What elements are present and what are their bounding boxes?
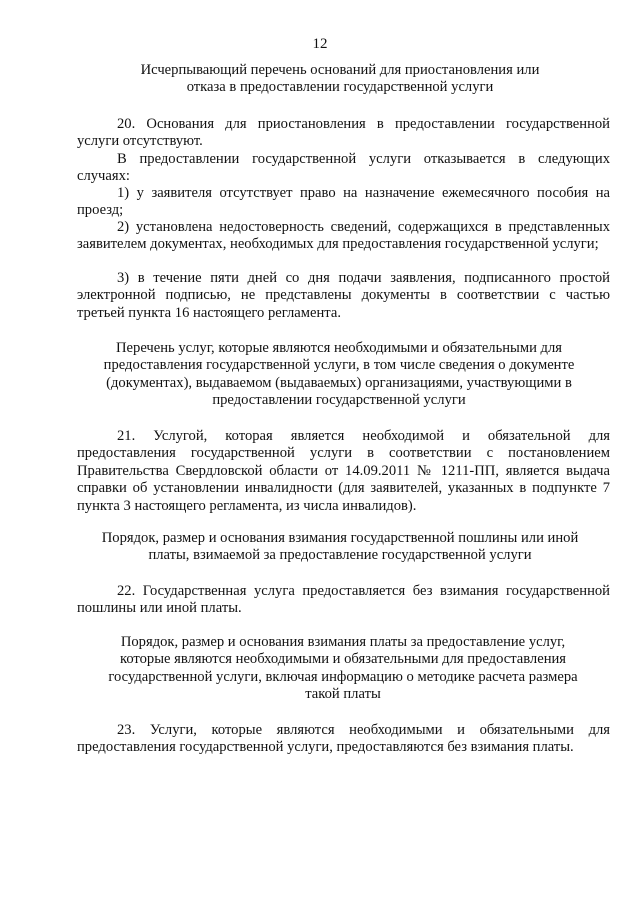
section-heading-required-services: Перечень услуг, которые являются необходимыми и обязательными для предоставления государственной услуги, в том числе сведения о документе (документах), выдаваемом (выдаваемых) организациями, участвующими в предоставлении государственной услуги [103,340,575,409]
paragraph-22: 22. Государственная услуга предоставляется без взимания государственной пошлины или иной платы. [77,583,610,617]
paragraph-case-1: 1) у заявителя отсутствует право на назначение ежемесячного пособия на проезд; [77,185,610,219]
paragraph-20: 20. Основания для приостановления в предоставлении государственной услуги отсутствуют. [77,116,610,150]
page-number: 12 [312,36,328,52]
paragraph-case-3: 3) в течение пяти дней со дня подачи заявления, подписанного простой электронной подписью, не представлены документы в соответствии с частью третьей пункта 16 настоящего регламента. [77,270,610,321]
section-heading-state-fee: Порядок, размер и основания взимания государственной пошлины или иной платы, взимаемой за предоставление государственной услуги [101,530,579,564]
paragraph-21: 21. Услугой, которая является необходимой и обязательной для предоставления государственной услуги в соответствии с постановлением Правительства Свердловской области от 14.09.2011 № 1211-ПП, является выдача справки об установлении инвалидности (для заявителей, указанных в подпункте 7 пункта 3 настоящего регламента, из числа инвалидов). [77,428,610,514]
paragraph-case-2: 2) установлена недостоверность сведений, содержащихся в представленных заявителем документах, необходимых для предоставления государственной услуги; [77,219,610,253]
section-heading-payment-order: Порядок, размер и основания взимания платы за предоставление услуг, которые являются необходимыми и обязательными для предоставления государственной услуги, включая информацию о методике расчета размера такой платы [108,634,578,703]
paragraph-23: 23. Услуги, которые являются необходимыми и обязательными для предоставления государственной услуги, предоставляются без взимания платы. [77,722,610,756]
paragraph-refusal-cases: В предоставлении государственной услуги отказывается в следующих случаях: [77,151,610,185]
section-heading-grounds-refusal: Исчерпывающий перечень оснований для приостановления или отказа в предоставлении государственной услуги [140,62,540,96]
